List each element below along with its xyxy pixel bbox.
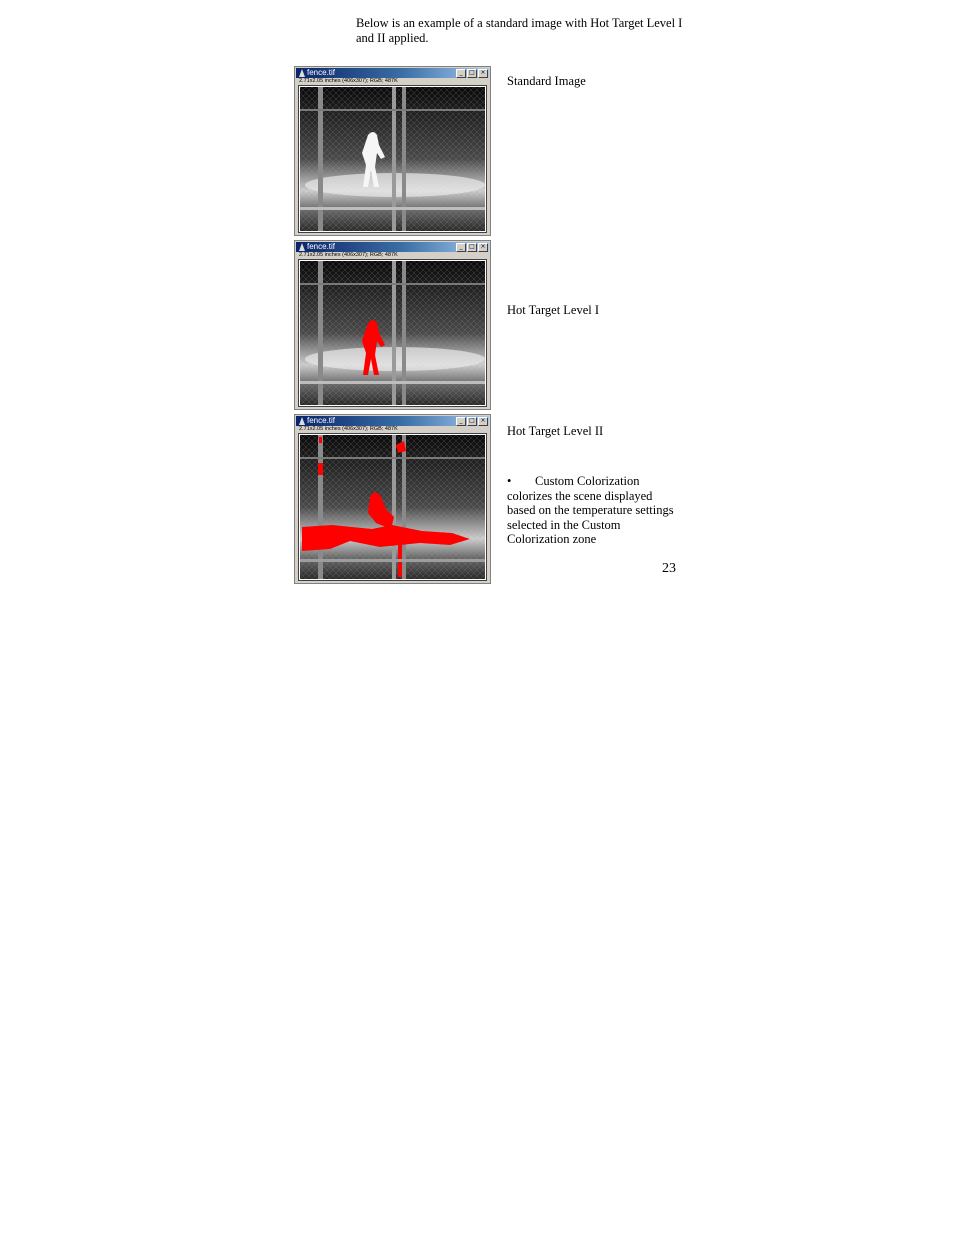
minimize-button[interactable]: _ (456, 243, 466, 252)
thermal-scene (300, 435, 485, 579)
window-title: fence.tif (307, 68, 336, 77)
close-button[interactable]: × (478, 417, 488, 426)
image-info: 2.71x2.05 inches (406x307); RGB; 487K (299, 78, 398, 84)
app-icon (299, 69, 305, 77)
app-icon (299, 417, 305, 425)
image-window-hot-target-1[interactable] (294, 240, 491, 410)
window-title-bar[interactable] (296, 68, 489, 78)
minimize-button[interactable]: _ (456, 417, 466, 426)
image-window-standard[interactable] (294, 66, 491, 236)
intro-paragraph: Below is an example of a standard image with Hot Target Level I and II applied. (356, 16, 683, 45)
window-title: fence.tif (307, 416, 336, 425)
caption-hot-target-level-2: Hot Target Level II (507, 424, 604, 438)
app-icon (299, 243, 305, 251)
thermal-image-hot-target-1 (298, 259, 487, 407)
image-info: 2.71x2.05 inches (406x307); RGB; 487K (299, 252, 398, 258)
window-title-bar[interactable] (296, 416, 489, 426)
thermal-scene (300, 261, 485, 405)
bullet-text: Custom Colorization colorizes the scene displayed based on the temperature settings selected in the Custom Colorization zone (507, 474, 674, 546)
close-button[interactable]: × (478, 243, 488, 252)
maximize-button[interactable]: □ (467, 69, 477, 78)
thermal-image-standard (298, 85, 487, 233)
maximize-button[interactable]: □ (467, 243, 477, 252)
window-title-bar[interactable] (296, 242, 489, 252)
bullet-symbol: • (507, 474, 512, 488)
thermal-scene (300, 87, 485, 231)
caption-standard-image: Standard Image (507, 74, 586, 88)
window-title: fence.tif (307, 242, 336, 251)
custom-colorization-bullet (507, 474, 682, 547)
minimize-button[interactable]: _ (456, 69, 466, 78)
maximize-button[interactable]: □ (467, 417, 477, 426)
image-info: 2.71x2.05 inches (406x307); RGB; 487K (299, 426, 398, 432)
caption-hot-target-level-1: Hot Target Level I (507, 303, 600, 317)
image-window-hot-target-2[interactable] (294, 414, 491, 584)
thermal-image-hot-target-2 (298, 433, 487, 581)
close-button[interactable]: × (478, 69, 488, 78)
page-number: 23 (662, 561, 676, 576)
